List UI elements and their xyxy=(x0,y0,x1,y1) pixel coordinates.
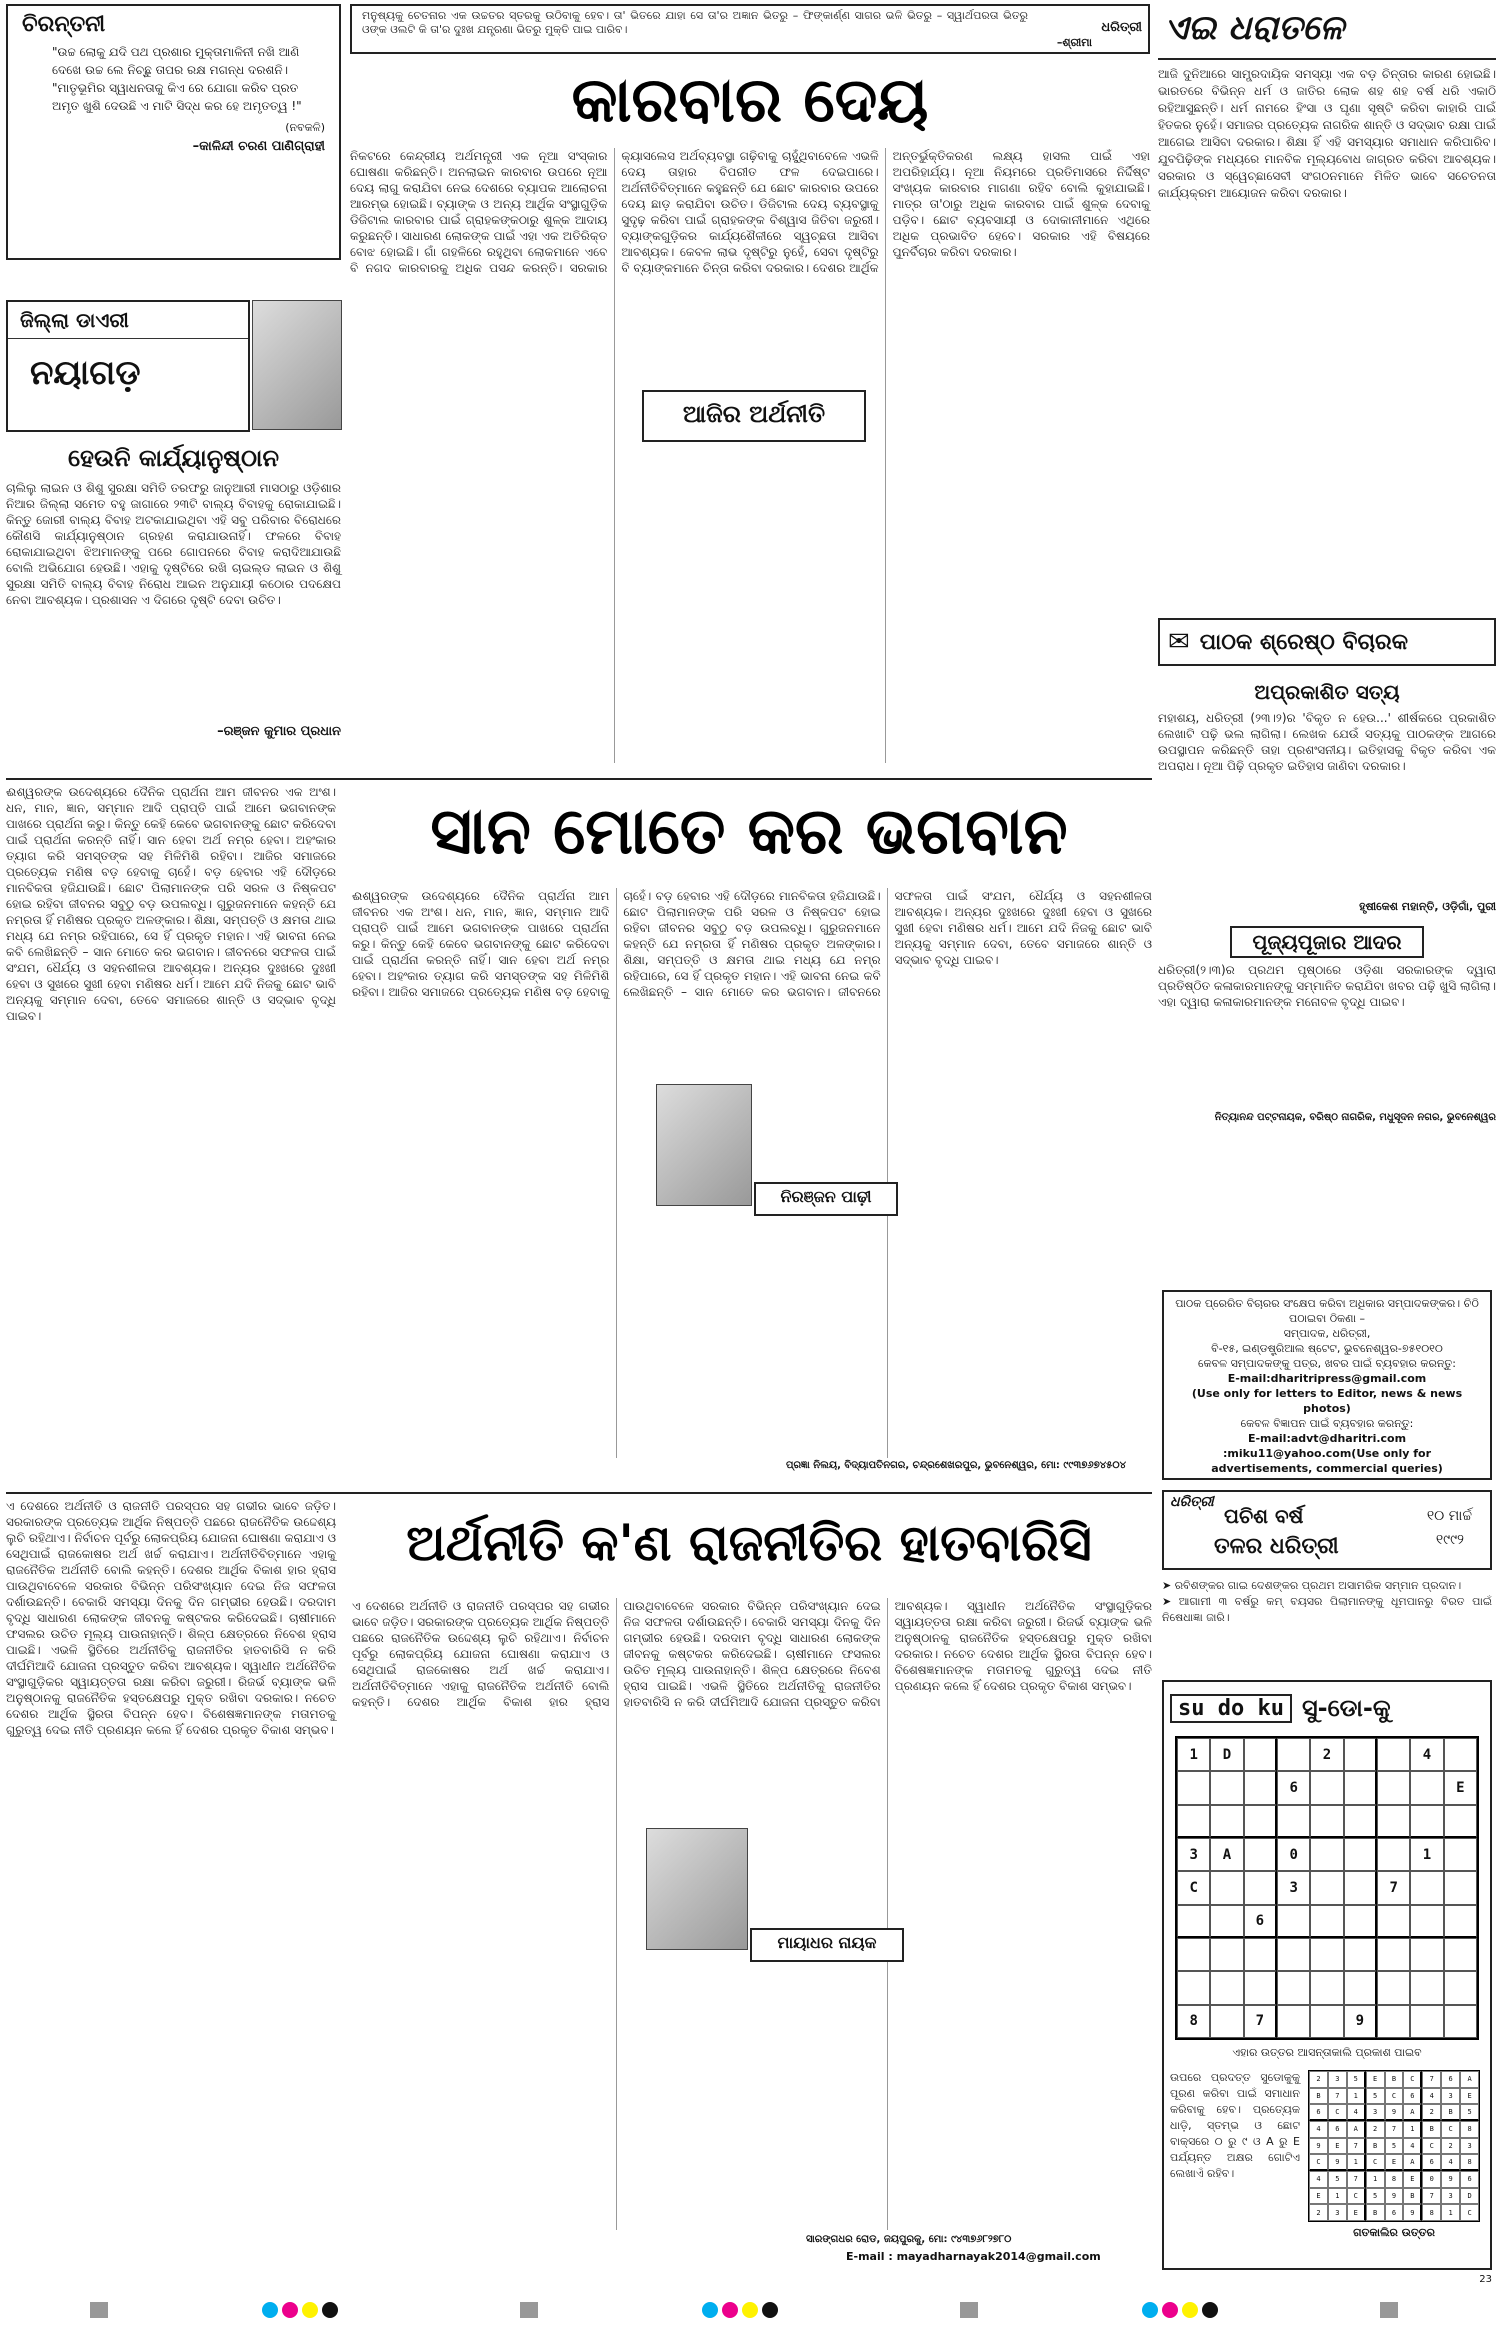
sudoku-cell[interactable] xyxy=(1344,1905,1377,1938)
sudoku-cell[interactable] xyxy=(1410,1905,1443,1938)
sudoku-cell[interactable] xyxy=(1344,1771,1377,1804)
article3 xyxy=(6,1498,1152,2270)
sudoku-cell[interactable] xyxy=(1310,1771,1343,1804)
author-photo-niranjan xyxy=(656,1084,752,1206)
sudoku-cell[interactable] xyxy=(1210,1805,1243,1838)
sudoku-cell[interactable] xyxy=(1310,1971,1343,2004)
sudoku-cell[interactable] xyxy=(1377,1805,1410,1838)
solution-cell: 3 xyxy=(1366,2104,1385,2121)
sudoku-title-box: su do ku xyxy=(1170,1694,1292,1723)
sudoku-cell[interactable] xyxy=(1277,1738,1310,1771)
solution-cell: 1 xyxy=(1403,2121,1422,2138)
solution-cell: 4 xyxy=(1403,2138,1422,2155)
solution-cell: A xyxy=(1403,2154,1422,2171)
article1-headline: କାରବାର ଦେୟ xyxy=(571,63,929,136)
article3-body-right: ଏ ଦେଶରେ ଅର୍ଥନୀତି ଓ ରାଜନୀତି ପରସ୍ପର ସହ ଗଭୀର ଭାବେ ଜଡ଼ିତ। ସରକାରଙ୍କ ପ୍ରତ୍ୟେକ ଆର୍ଥିକ ନିଷ୍ପତ୍ତି ପଛରେ ରାଜନୈତିକ ଉଦ୍ଦେଶ୍ୟ ଲୁଚି ରହିଥାଏ। ନିର୍ବାଚନ ପୂର୍ବରୁ ଲୋକପ୍ରିୟ ଯୋଜନା ଘୋଷଣା କରାଯାଏ ଓ ସେଥିପାଇଁ ରାଜକୋଷର ଅର୍ଥ ଖର୍ଚ୍ଚ କରାଯାଏ। ଅର୍ଥନୀତିବିତ୍‌ମାନେ ଏହାକୁ ରାଜନୈତିକ ଅର୍ଥନୀତି ବୋଲି କହନ୍ତି। ଦେଶର ଆର୍ଥିକ ବିକାଶ ହାର ହ୍ରାସ ପାଉଥିବାବେଳେ ସରକାର ବିଭିନ୍ନ ପରିସଂଖ୍ୟାନ ଦେଇ ନିଜ ସଫଳତା ଦର୍ଶାଉଛନ୍ତି। ବେକାରି ସମସ୍ୟା ଦିନକୁ ଦିନ ଗମ୍ଭୀର ହେଉଛି। ଦରଦାମ ବୃଦ୍ଧି ସାଧାରଣ ଲୋକଙ୍କ ଜୀବନକୁ କଷ୍ଟକର କରିଦେଇଛି। ଚାଷୀମାନେ ଫସଲର ଉଚିତ ମୂଲ୍ୟ ପାଉନାହାନ୍ତି। ଶିଳ୍ପ କ୍ଷେତ୍ରରେ ନିବେଶ ହ୍ରାସ ପାଇଛି। ଏଭଳି ସ୍ଥିତିରେ ଅର୍ଥନୀତିକୁ ରାଜନୀତିର ହାତବାରିସି ନ କରି ଦୀର୍ଘମିଆଦି ଯୋଜନା ପ୍ରସ୍ତୁତ କରିବା ଆବଶ୍ୟକ। ସ୍ୱାଧୀନ ଅର୍ଥନୈତିକ ସଂସ୍ଥାଗୁଡ଼ିକର ସ୍ୱାୟତ୍ତତା ରକ୍ଷା କରିବା ଜରୁରୀ। ରିଜର୍ଭ ବ୍ୟାଙ୍କ ଭଳି ଅନୁଷ୍ଠାନକୁ ରାଜନୈତିକ ହସ୍ତକ୍ଷେପରୁ ମୁକ୍ତ ରଖିବା ଦରକାର। ନଚେତ ଦେଶର ଆର୍ଥିକ ସ୍ଥିରତା ବିପନ୍ନ ହେବ। ବିଶେଷଜ୍ଞମାନଙ୍କ ମତାମତକୁ ଗୁରୁତ୍ୱ ଦେଇ ନୀତି ପ୍ରଣୟନ କଲେ ହିଁ ଦେଶର ପ୍ରକୃତ ବିକାଶ ସମ୍ଭବ। xyxy=(352,1599,1152,1709)
solution-cell: C xyxy=(1328,2104,1347,2121)
sudoku-cell[interactable] xyxy=(1310,2005,1343,2038)
solution-cell: 5 xyxy=(1385,2138,1404,2155)
solution-cell: 7 xyxy=(1328,2088,1347,2105)
solution-cell: 1 xyxy=(1366,2171,1385,2188)
footer-registration xyxy=(0,2274,1500,2330)
letter2-title xyxy=(1158,930,1496,954)
solution-cell: C xyxy=(1403,2071,1422,2088)
sudoku-yesterday-label: ଗତକାଲିର ଉତ୍ତର xyxy=(1353,2226,1435,2239)
flashback-item-1: ➤ ରବିଶଙ୍କର ଗାଇ ଦେଶଙ୍କର ପ୍ରଥମ ଅସାମରିକ ସମ୍ମାନ ପ୍ରଦାନ। xyxy=(1162,1579,1462,1592)
solution-cell: 0 xyxy=(1422,2171,1441,2188)
sudoku-cell[interactable] xyxy=(1310,1838,1343,1871)
solution-cell: A xyxy=(1347,2121,1366,2138)
solution-cell: 2 xyxy=(1309,2071,1328,2088)
sudoku-cell[interactable] xyxy=(1410,2005,1443,2038)
sudoku-cell[interactable] xyxy=(1277,1805,1310,1838)
solution-cell: 6 xyxy=(1422,2154,1441,2171)
contact-note4: କେବଳ ସମ୍ପାଦକଙ୍କୁ ପତ୍ର, ଖବର ପାଇଁ ବ୍ୟବହାର କରନ୍ତୁ: xyxy=(1198,1357,1456,1370)
solution-cell: 8 xyxy=(1422,2204,1441,2221)
solution-cell: 2 xyxy=(1422,2104,1441,2121)
divider-article2-top xyxy=(6,778,1152,780)
flashback-date-2: ୧୯୯୨ xyxy=(1435,1532,1464,1548)
letters-section xyxy=(1158,618,1496,1278)
solution-cell: B xyxy=(1385,2071,1404,2088)
sudoku-cell[interactable] xyxy=(1177,1771,1210,1804)
sudoku-cell[interactable]: D xyxy=(1210,1738,1243,1771)
sudoku-solution-grid xyxy=(1308,2070,1480,2222)
solution-cell: C xyxy=(1347,2188,1366,2205)
article3-email[interactable]: E-mail : mayadharnayak2014@gmail.com xyxy=(846,2250,1101,2263)
solution-cell: B xyxy=(1422,2121,1441,2138)
sudoku-cell[interactable] xyxy=(1277,2005,1310,2038)
registration-block xyxy=(520,2302,538,2318)
sudoku-cell[interactable] xyxy=(1344,1871,1377,1904)
solution-cell: 3 xyxy=(1328,2204,1347,2221)
sudoku-cell[interactable] xyxy=(1444,1938,1477,1971)
masthead-quote-box xyxy=(350,4,1150,54)
letter1-title: ଅପ୍ରକାଶିତ ସତ୍ୟ xyxy=(1254,680,1400,704)
solution-cell: 3 xyxy=(1441,2188,1460,2205)
chirantani-title: ଚିରନ୍ତନୀ xyxy=(22,12,106,37)
solution-cell: 6 xyxy=(1460,2171,1479,2188)
sudoku-cell[interactable] xyxy=(1277,1971,1310,2004)
district-diary-header xyxy=(6,300,250,432)
registration-block xyxy=(1380,2302,1398,2318)
sudoku-cell[interactable]: 2 xyxy=(1310,1738,1343,1771)
sudoku-cell[interactable] xyxy=(1377,1938,1410,1971)
letter1-author: ହୃଷୀକେଶ ମହାନ୍ତି, ଓଡ଼ିଗାଁ, ପୁରୀ xyxy=(1359,900,1496,913)
solution-cell: 5 xyxy=(1347,2071,1366,2088)
sudoku-instructions: ଉପରେ ପ୍ରଦତ୍ତ ସୁଡୋକୁକୁ ପୂରଣ କରିବା ପାଇଁ ସମାଧାନ କରିବାକୁ ହେବ। ପ୍ରତ୍ୟେକ ଧାଡ଼ି, ସ୍ତମ୍ଭ ଓ ଛୋଟ ବାକ୍ସରେ ୦ ରୁ ୯ ଓ A ରୁ E ପର୍ଯ୍ୟନ୍ତ ଅକ୍ଷର ଗୋଟିଏ ଲେଖାଏଁ ରହିବ। xyxy=(1170,2071,1300,2180)
article2-address: ପ୍ରଜ୍ଞା ନିଲୟ, ବିଦ୍ୟାପତିନଗର, ଚନ୍ଦ୍ରଶେଖରପୁର, ଭୁବନେଶ୍ୱର, ମୋ: ୯୯୩୭୬୭୪୫୦୪ xyxy=(786,1460,1127,1471)
flashback-title-1: ପଚିଶ ବର୍ଷ xyxy=(1224,1504,1304,1528)
sudoku-cell[interactable]: A xyxy=(1210,1838,1243,1871)
sudoku-cell[interactable] xyxy=(1244,1871,1277,1904)
solution-cell: D xyxy=(1460,2188,1479,2205)
sudoku-title xyxy=(1170,1688,1484,1728)
sudoku-cell[interactable] xyxy=(1244,1738,1277,1771)
sudoku-cell[interactable] xyxy=(1377,1905,1410,1938)
sudoku-cell[interactable]: 4 xyxy=(1410,1738,1443,1771)
solution-cell: E xyxy=(1385,2154,1404,2171)
solution-cell: 4 xyxy=(1309,2171,1328,2188)
article2 xyxy=(6,784,1152,1484)
sudoku-cell[interactable]: 3 xyxy=(1277,1871,1310,1904)
sudoku-cell[interactable]: 8 xyxy=(1177,2005,1210,2038)
solution-cell: C xyxy=(1422,2138,1441,2155)
solution-cell: B xyxy=(1441,2104,1460,2121)
sudoku-cell[interactable] xyxy=(1444,1905,1477,1938)
sudoku-cell[interactable] xyxy=(1410,1938,1443,1971)
masthead-quote: ମନୁଷ୍ୟକୁ ଚେତନାର ଏକ ଉଚ୍ଚତର ସ୍ତରକୁ ଉଠିବାକୁ ହେବ। ତା' ଭିତରେ ଯାହା ସେ ତା'ର ଅଜ୍ଞାନ ଭିତରୁ – ଫିଙ୍କାର୍ଣ୍ଣ ସାଗର ଭଳି ଭିତରୁ – ସ୍ୱାର୍ଥପରତା ଭିତରୁ ଓଙ୍କ ଓଲଟି କି ତା'ର ଦୁଃଖ ଯନ୍ତ୍ରଣା ଭିତରୁ ମୁକ୍ତି ପାଇ ପାରିବ। xyxy=(362,9,1028,36)
sudoku-cell[interactable] xyxy=(1377,2005,1410,2038)
letter1-body: ମହାଶୟ, ଧରିତ୍ରୀ (୨୩।୨)ର 'ବିକୃତ ନ ହେଉ...' ଶୀର୍ଷକରେ ପ୍ରକାଶିତ ଲେଖାଟି ପଢ଼ି ଭଲ ଲାଗିଲା। ଲେଖକ ଯେଉଁ ସତ୍ୟକୁ ପାଠକଙ୍କ ଆଗରେ ଉପସ୍ଥାପନ କରିଛନ୍ତି ତାହା ପ୍ରଶଂସନୀୟ। ଇତିହାସକୁ ବିକୃତ କରିବା ଏକ ଅପରାଧ। ନୂଆ ପିଢ଼ି ପ୍ରକୃତ ଇତିହାସ ଜାଣିବା ଦରକାର। xyxy=(1158,711,1496,773)
sudoku-cell[interactable] xyxy=(1277,1938,1310,1971)
solution-cell: 6 xyxy=(1403,2088,1422,2105)
solution-cell: 4 xyxy=(1309,2121,1328,2138)
sudoku-cell[interactable] xyxy=(1344,1971,1377,2004)
sudoku-cell[interactable] xyxy=(1410,1771,1443,1804)
solution-cell: E xyxy=(1403,2171,1422,2188)
sudoku-cell[interactable] xyxy=(1210,1938,1243,1971)
solution-cell: 7 xyxy=(1422,2071,1441,2088)
article3-body-left: ଏ ଦେଶରେ ଅର୍ଥନୀତି ଓ ରାଜନୀତି ପରସ୍ପର ସହ ଗଭୀର ଭାବେ ଜଡ଼ିତ। ସରକାରଙ୍କ ପ୍ରତ୍ୟେକ ଆର୍ଥିକ ନିଷ୍ପତ୍ତି ପଛରେ ରାଜନୈତିକ ଉଦ୍ଦେଶ୍ୟ ଲୁଚି ରହିଥାଏ। ନିର୍ବାଚନ ପୂର୍ବରୁ ଲୋକପ୍ରିୟ ଯୋଜନା ଘୋଷଣା କରାଯାଏ ଓ ସେଥିପାଇଁ ରାଜକୋଷର ଅର୍ଥ ଖର୍ଚ୍ଚ କରାଯାଏ। ଅର୍ଥନୀତିବିତ୍‌ମାନେ ଏହାକୁ ରାଜନୈତିକ ଅର୍ଥନୀତି ବୋଲି କହନ୍ତି। ଦେଶର ଆର୍ଥିକ ବିକାଶ ହାର ହ୍ରାସ ପାଉଥିବାବେଳେ ସରକାର ବିଭିନ୍ନ ପରିସଂଖ୍ୟାନ ଦେଇ ନିଜ ସଫଳତା ଦର୍ଶାଉଛନ୍ତି। ବେକାରି ସମସ୍ୟା ଦିନକୁ ଦିନ ଗମ୍ଭୀର ହେଉଛି। ଦରଦାମ ବୃଦ୍ଧି ସାଧାରଣ ଲୋକଙ୍କ ଜୀବନକୁ କଷ୍ଟକର କରିଦେଇଛି। ଚାଷୀମାନେ ଫସଲର ଉଚିତ ମୂଲ୍ୟ ପାଉନାହାନ୍ତି। ଶିଳ୍ପ କ୍ଷେତ୍ରରେ ନିବେଶ ହ୍ରାସ ପାଇଛି। ଏଭଳି ସ୍ଥିତିରେ ଅର୍ଥନୀତିକୁ ରାଜନୀତିର ହାତବାରିସି ନ କରି ଦୀର୍ଘମିଆଦି ଯୋଜନା ପ୍ରସ୍ତୁତ କରିବା ଆବଶ୍ୟକ। ସ୍ୱାଧୀନ ଅର୍ଥନୈତିକ ସଂସ୍ଥାଗୁଡ଼ିକର ସ୍ୱାୟତ୍ତତା ରକ୍ଷା କରିବା ଜରୁରୀ। ରିଜର୍ଭ ବ୍ୟାଙ୍କ ଭଳି ଅନୁଷ୍ଠାନକୁ ରାଜନୈତିକ ହସ୍ତକ୍ଷେପରୁ ମୁକ୍ତ ରଖିବା ଦରକାର। ନଚେତ ଦେଶର ଆର୍ଥିକ ସ୍ଥିରତା ବିପନ୍ନ ହେବ। ବିଶେଷଜ୍ଞମାନଙ୍କ ମତାମତକୁ ଗୁରୁତ୍ୱ ଦେଇ ନୀତି ପ୍ରଣୟନ କଲେ ହିଁ ଦେଶର ପ୍ରକୃତ ବିକାଶ ସମ୍ଭବ। xyxy=(6,1499,336,1737)
solution-cell: 3 xyxy=(1328,2071,1347,2088)
solution-cell: B xyxy=(1309,2088,1328,2105)
sudoku-cell[interactable] xyxy=(1344,1838,1377,1871)
registration-marks xyxy=(1140,2302,1220,2322)
district-diary xyxy=(6,300,341,760)
solution-cell: 7 xyxy=(1422,2188,1441,2205)
solution-cell: 6 xyxy=(1385,2204,1404,2221)
contact-email1[interactable]: E-mail:dharitripress@gmail.com xyxy=(1227,1372,1427,1385)
sudoku-cell[interactable] xyxy=(1177,1938,1210,1971)
letter2-author: ନିତ୍ୟାନନ୍ଦ ପଟ୍ଟନାୟକ, ବରିଷ୍ଠ ନାଗରିକ, ମଧୁସୂଦନ ନଗର, ଭୁବନେଶ୍ୱର xyxy=(1214,1112,1496,1123)
chirantani-box xyxy=(6,4,341,260)
sudoku-cell[interactable] xyxy=(1244,1805,1277,1838)
article2-body-right: ଈଶ୍ୱରଙ୍କ ଉଦେଶ୍ୟରେ ଦୈନିକ ପ୍ରାର୍ଥନା ଆମ ଜୀବନର ଏକ ଅଂଶ। ଧନ, ମାନ, ଜ୍ଞାନ, ସମ୍ମାନ ଆଦି ପ୍ରାପ୍ତି ପାଇଁ ଆମେ ଭଗବାନଙ୍କ ପାଖରେ ପ୍ରାର୍ଥନା କରୁ। କିନ୍ତୁ କେହି କେବେ ଭଗବାନଙ୍କୁ ଛୋଟ କରିଦେବା ପାଇଁ ପ୍ରାର୍ଥନା କରନ୍ତି ନାହିଁ। ସାନ ହେବା ଅର୍ଥ ନମ୍ର ହେବା। ଅହଂକାର ତ୍ୟାଗ କରି ସମସ୍ତଙ୍କ ସହ ମିଳିମିଶି ରହିବା। ଆଜିର ସମାଜରେ ପ୍ରତ୍ୟେକ ମଣିଷ ବଡ଼ ହେବାକୁ ଚାହେଁ। ବଡ଼ ହେବାର ଏହି ଦୌଡ଼ରେ ମାନବିକତା ହଜିଯାଉଛି। ଛୋଟ ପିଲାମାନଙ୍କ ପରି ସରଳ ଓ ନିଷ୍କପଟ ହୋଇ ରହିବା ଜୀବନର ସବୁଠୁ ବଡ଼ ଉପଲବ୍ଧି। ଗୁରୁଜନମାନେ କହନ୍ତି ଯେ ନମ୍ରତା ହିଁ ମଣିଷର ପ୍ରକୃତ ଅଳଙ୍କାର। ଶିକ୍ଷା, ସମ୍ପତ୍ତି ଓ କ୍ଷମତା ଥାଇ ମଧ୍ୟ ଯେ ନମ୍ର ରହିପାରେ, ସେ ହିଁ ପ୍ରକୃତ ମହାନ। ଏହି ଭାବନା ନେଇ କବି ଲେଖିଛନ୍ତି – ସାନ ମୋତେ କର ଭଗବାନ। ଜୀବନରେ ସଫଳତା ପାଇଁ ସଂଯମ, ଧୈର୍ଯ୍ୟ ଓ ସହନଶୀଳତା ଆବଶ୍ୟକ। ଅନ୍ୟର ଦୁଃଖରେ ଦୁଃଖୀ ହେବା ଓ ସୁଖରେ ସୁଖୀ ହେବା ମଣିଷର ଧର୍ମ। ଆମେ ଯଦି ନିଜକୁ ଛୋଟ ଭାବି ଅନ୍ୟକୁ ସମ୍ମାନ ଦେବା, ତେବେ ସମାଜରେ ଶାନ୍ତି ଓ ସଦ୍ଭାବ ବୃଦ୍ଧି ପାଇବ। xyxy=(352,889,1152,999)
sudoku-cell[interactable] xyxy=(1444,1971,1477,2004)
registration-block xyxy=(960,2302,978,2318)
solution-cell: 3 xyxy=(1460,2138,1479,2155)
sudoku-cell[interactable]: 6 xyxy=(1277,1771,1310,1804)
solution-cell: 8 xyxy=(1385,2171,1404,2188)
registration-marks xyxy=(260,2302,340,2322)
article1-body: ନିକଟରେ କେନ୍ଦ୍ରୀୟ ଅର୍ଥମନ୍ତ୍ରୀ ଏକ ନୂଆ ସଂସ୍କାର ଘୋଷଣା କରିଛନ୍ତି। ଅନଲାଇନ କାରବାର ଉପରେ ନୂଆ ଦେୟ ଲାଗୁ କରାଯିବା ନେଇ ଦେଶରେ ବ୍ୟାପକ ଆଲୋଚନା ଆରମ୍ଭ ହୋଇଛି। ବ୍ୟାଙ୍କ ଓ ଅନ୍ୟ ଆର୍ଥିକ ସଂସ୍ଥାଗୁଡ଼ିକ ଡିଜିଟାଲ କାରବାର ପାଇଁ ଗ୍ରାହକଙ୍କଠାରୁ ଶୁଳ୍କ ଆଦାୟ କରୁଛନ୍ତି। ସାଧାରଣ ଲୋକଙ୍କ ପାଇଁ ଏହା ଏକ ଅତିରିକ୍ତ ବୋଝ ହୋଇଛି। ଗାଁ ଗହଳିରେ ରହୁଥିବା ଲୋକମାନେ ଏବେ ବି ନଗଦ କାରବାରକୁ ଅଧିକ ପସନ୍ଦ କରନ୍ତି। ସରକାର କ୍ୟାସଲେସ ଅର୍ଥବ୍ୟବସ୍ଥା ଗଢ଼ିବାକୁ ଚାହୁଁଥିବାବେଳେ ଏଭଳି ଦେୟ ତାହାର ବିପରୀତ ଫଳ ଦେଇପାରେ। ଅର୍ଥନୀତିବିତ୍‌ମାନେ କହୁଛନ୍ତି ଯେ ଛୋଟ କାରବାର ଉପରେ ଦେୟ ଛାଡ଼ କରାଯିବା ଉଚିତ। ଡିଜିଟାଲ ଦେୟ ବ୍ୟବସ୍ଥାକୁ ସୁଦୃଢ଼ କରିବା ପାଇଁ ଗ୍ରାହକଙ୍କ ବିଶ୍ୱାସ ଜିତିବା ଜରୁରୀ। ବ୍ୟାଙ୍କଗୁଡ଼ିକର କାର୍ଯ୍ୟଶୈଳୀରେ ସ୍ୱଚ୍ଛତା ଆସିବା ଆବଶ୍ୟକ। କେବଳ ଲାଭ ଦୃଷ୍ଟିରୁ ନୁହେଁ, ସେବା ଦୃଷ୍ଟିରୁ ବି ବ୍ୟାଙ୍କମାନେ ଚିନ୍ତା କରିବା ଦରକାର। ଦେଶର ଆର୍ଥିକ ଅନ୍ତର୍ଭୁକ୍ତିକରଣ ଲକ୍ଷ୍ୟ ହାସଲ ପାଇଁ ଏହା ଅପରିହାର୍ଯ୍ୟ। ନୂଆ ନିୟମରେ ପ୍ରତିମାସରେ ନିର୍ଦ୍ଦିଷ୍ଟ ସଂଖ୍ୟକ କାରବାର ମାଗଣା ରହିବ ବୋଲି କୁହାଯାଇଛି। ମାତ୍ର ତା'ଠାରୁ ଅଧିକ କାରବାର ପାଇଁ ଶୁଳ୍କ ଦେବାକୁ ପଡ଼ିବ। ଛୋଟ ବ୍ୟବସାୟୀ ଓ ଦୋକାନୀମାନେ ଏଥିରେ ଅଧିକ ପ୍ରଭାବିତ ହେବେ। ସରକାର ଏହି ବିଷୟରେ ପୁନର୍ବିଚାର କରିବା ଦରକାର। xyxy=(350,149,1150,275)
sudoku-cell[interactable] xyxy=(1344,1805,1377,1838)
sudoku-cell[interactable] xyxy=(1410,1805,1443,1838)
solution-cell: 1 xyxy=(1347,2088,1366,2105)
contact-email1-note: (Use only for letters to Editor, news & news photos) xyxy=(1191,1387,1463,1415)
sudoku-cell[interactable] xyxy=(1377,1838,1410,1871)
sudoku-cell[interactable] xyxy=(1310,1905,1343,1938)
district-diary-label: ଜିଲ୍ଲା ଡାଏରୀ xyxy=(8,302,248,339)
envelope-icon: ✉ xyxy=(1168,627,1190,657)
solution-cell: 9 xyxy=(1385,2104,1404,2121)
sudoku-cell[interactable] xyxy=(1377,1738,1410,1771)
solution-cell: 9 xyxy=(1385,2188,1404,2205)
solution-cell: E xyxy=(1460,2088,1479,2105)
contact-address: ବି-୧୫, ଇଣ୍ଡଷ୍ଟ୍ରିଆଲ ଷ୍ଟେଟ, ଭୁବନେଶ୍ୱର-୭୫୧୦୧୦ xyxy=(1211,1342,1443,1355)
sudoku-cell[interactable]: 3 xyxy=(1177,1838,1210,1871)
sudoku-cell[interactable]: 0 xyxy=(1277,1838,1310,1871)
solution-cell: 9 xyxy=(1441,2171,1460,2188)
sudoku-cell[interactable]: 1 xyxy=(1177,1738,1210,1771)
samachar-intro: ଆଜି ଦୁନିଆରେ ସାମ୍ପ୍ରଦାୟିକ ସମସ୍ୟା ଏକ ବଡ଼ ଚିନ୍ତାର କାରଣ ହୋଇଛି। ଭାରତରେ ବିଭିନ୍ନ ଧର୍ମ ଓ ଜାତିର ଲୋକ ଶହ ଶହ ବର୍ଷ ଧରି ଏକାଠି ରହିଆସୁଛନ୍ତି। ଧର୍ମ ନାମରେ ହିଂସା ଓ ଘୃଣା ସୃଷ୍ଟି କରିବା କାହାରି ପାଇଁ ହିତକର ନୁହେଁ। ସମାଜର ପ୍ରତ୍ୟେକ ନାଗରିକ ଶାନ୍ତି ଓ ସଦ୍ଭାବ ରକ୍ଷା ପାଇଁ ଆଗେଇ ଆସିବା ଦରକାର। ଶିକ୍ଷା ହିଁ ଏହି ସମସ୍ୟାର ସମାଧାନ କରିପାରିବ। ଯୁବପିଢ଼ିଙ୍କ ମଧ୍ୟରେ ମାନବିକ ମୂଲ୍ୟବୋଧ ଜାଗ୍ରତ କରିବା ଆବଶ୍ୟକ। ସରକାର ଓ ସ୍ୱେଚ୍ଛାସେବୀ ସଂଗଠନମାନେ ମିଳିତ ଭାବେ ସଚେତନତା କାର୍ଯ୍ୟକ୍ରମ ଆୟୋଜନ କରିବା ଦରକାର। xyxy=(1158,67,1496,200)
contact-email3[interactable]: :miku11@yahoo.com(Use only for xyxy=(1222,1447,1432,1460)
solution-cell: 9 xyxy=(1403,2204,1422,2221)
sudoku-cell[interactable]: 1 xyxy=(1410,1838,1443,1871)
sudoku-cell[interactable] xyxy=(1244,1938,1277,1971)
sudoku-cell[interactable] xyxy=(1310,1938,1343,1971)
flashback-section xyxy=(1162,1490,1492,1660)
district-diary-headline: ହେଉନି କାର୍ଯ୍ୟାନୁଷ୍ଠାନ xyxy=(67,444,280,472)
samachar-section xyxy=(1158,4,1496,614)
solution-cell: 9 xyxy=(1309,2138,1328,2155)
solution-cell: 6 xyxy=(1441,2071,1460,2088)
solution-cell: 2 xyxy=(1441,2138,1460,2155)
flashback-item-2: ➤ ଆଗାମୀ ୩ ବର୍ଷରୁ କମ୍ ବୟସର ପିଲାମାନଙ୍କୁ ଧୂମପାନରୁ ବିରତ ପାଇଁ ନିଷେଧାଜ୍ଞା ଜାରି। xyxy=(1162,1595,1492,1624)
chirantani-attribution: (ନବକଳି) xyxy=(285,121,325,134)
solution-cell: 2 xyxy=(1309,2204,1328,2221)
solution-cell: C xyxy=(1441,2121,1460,2138)
registration-marks xyxy=(700,2302,780,2322)
sudoku-cell[interactable] xyxy=(1444,1838,1477,1871)
sudoku-cell[interactable]: 9 xyxy=(1344,2005,1377,2038)
sudoku-cell[interactable] xyxy=(1277,1905,1310,1938)
temple-photo xyxy=(252,300,342,430)
solution-cell: 5 xyxy=(1366,2188,1385,2205)
solution-cell: 6 xyxy=(1328,2121,1347,2138)
solution-cell: B xyxy=(1366,2204,1385,2221)
sudoku-cell[interactable] xyxy=(1377,1771,1410,1804)
sudoku-cell[interactable] xyxy=(1444,2005,1477,2038)
solution-cell: C xyxy=(1385,2088,1404,2105)
samachar-logo: ଏଇ ଧରାତଳେ xyxy=(1158,4,1496,60)
masthead-brand: ଧରିତ୍ରୀ xyxy=(1101,20,1142,35)
sudoku-cell[interactable] xyxy=(1344,1938,1377,1971)
letter2-title-text: ପୂଜ୍ୟପୂଜାର ଆଦର xyxy=(1230,926,1423,958)
article1 xyxy=(350,60,1150,775)
solution-cell: 7 xyxy=(1347,2171,1366,2188)
sudoku-answer-note: ଏହାର ଉତ୍ତର ଆସନ୍ତାକାଲି ପ୍ରକାଶ ପାଇବ xyxy=(1232,2046,1422,2059)
solution-cell: C xyxy=(1309,2154,1328,2171)
solution-cell: 8 xyxy=(1460,2121,1479,2138)
solution-cell: 5 xyxy=(1328,2171,1347,2188)
sudoku-title-odia: ସୁ-ଡୋ-କୁ xyxy=(1301,1694,1391,1722)
masthead-quote-author: –ଶ୍ରୀମା xyxy=(1056,36,1092,49)
sudoku-cell[interactable] xyxy=(1444,1871,1477,1904)
solution-cell: 1 xyxy=(1328,2188,1347,2205)
letter2-body: ଧରିତ୍ରୀ(୨।୩)ର ପ୍ରଥମ ପୃଷ୍ଠାରେ ଓଡ଼ିଶା ସରକାରଙ୍କ ଦ୍ୱାରା ପ୍ରତିଷ୍ଠିତ କଳାକାରମାନଙ୍କୁ ସମ୍ମାନିତ କରାଯିବା ଖବର ପଢ଼ି ଖୁସି ଲାଗିଲା। ଏହା ଦ୍ୱାରା କଳାକାରମାନଙ୍କ ମନୋବଳ ବୃଦ୍ଧି ପାଇବ। xyxy=(1158,963,1496,1009)
flashback-brand: ଧରିତ୍ରୀ xyxy=(1170,1494,1214,1510)
solution-cell: B xyxy=(1366,2138,1385,2155)
article1-column-label: ଆଜିର ଅର୍ଥନୀତି xyxy=(642,390,866,442)
solution-cell: 4 xyxy=(1422,2088,1441,2105)
sudoku-cell[interactable]: 7 xyxy=(1377,1871,1410,1904)
sudoku-cell[interactable] xyxy=(1310,1805,1343,1838)
solution-cell: E xyxy=(1347,2204,1366,2221)
sudoku-cell[interactable] xyxy=(1210,1971,1243,2004)
flashback-banner xyxy=(1162,1490,1492,1570)
sudoku-cell[interactable]: E xyxy=(1444,1771,1477,1804)
author-photo-mayadhar xyxy=(646,1828,748,1950)
contact-email3-note: advertisements, commercial queries) xyxy=(1211,1462,1443,1475)
solution-cell: 3 xyxy=(1441,2088,1460,2105)
solution-cell: 9 xyxy=(1328,2154,1347,2171)
sudoku-cell[interactable]: 7 xyxy=(1244,2005,1277,2038)
article2-headline: ସାନ ମୋତେ କର ଭଗବାନ xyxy=(430,795,1068,869)
sudoku-section xyxy=(1162,1680,1492,2270)
sudoku-cell[interactable] xyxy=(1210,2005,1243,2038)
solution-cell: 7 xyxy=(1347,2138,1366,2155)
sudoku-cell[interactable]: 6 xyxy=(1244,1905,1277,1938)
contact-email2[interactable]: E-mail:advt@dharitri.com xyxy=(1247,1432,1407,1445)
sudoku-cell[interactable] xyxy=(1310,1871,1343,1904)
sudoku-cell[interactable] xyxy=(1177,1805,1210,1838)
letters-banner-title: ପାଠକ ଶ୍ରେଷ୍ଠ ବିଚାରକ xyxy=(1199,629,1408,655)
solution-cell: 5 xyxy=(1366,2088,1385,2105)
sudoku-cell[interactable] xyxy=(1410,1871,1443,1904)
solution-cell: 8 xyxy=(1460,2154,1479,2171)
sudoku-cell[interactable] xyxy=(1210,1771,1243,1804)
contact-note5: କେବଳ ବିଜ୍ଞାପନ ପାଇଁ ବ୍ୟବହାର କରନ୍ତୁ: xyxy=(1240,1417,1414,1430)
solution-cell: 4 xyxy=(1347,2104,1366,2121)
solution-cell: E xyxy=(1309,2188,1328,2205)
flashback-date-1: ୧୦ ମାର୍ଚ୍ଚ xyxy=(1426,1508,1472,1524)
registration-block xyxy=(90,2302,108,2318)
solution-cell: A xyxy=(1460,2071,1479,2088)
solution-cell: C xyxy=(1460,2204,1479,2221)
sudoku-cell[interactable] xyxy=(1244,1838,1277,1871)
solution-cell: 7 xyxy=(1385,2121,1404,2138)
sudoku-grid[interactable] xyxy=(1175,1736,1479,2040)
sudoku-bottom xyxy=(1170,2070,1484,2240)
chirantani-author: –କାଳିନ୍ଦୀ ଚରଣ ପାଣିଗ୍ରାହୀ xyxy=(192,139,325,154)
solution-cell: 1 xyxy=(1441,2204,1460,2221)
sudoku-cell[interactable] xyxy=(1210,1905,1243,1938)
sudoku-cell[interactable] xyxy=(1210,1871,1243,1904)
district-name: ନୟାଗଡ଼ xyxy=(30,353,141,393)
solution-cell: 2 xyxy=(1366,2121,1385,2138)
solution-cell: 4 xyxy=(1441,2154,1460,2171)
contact-editor: ସମ୍ପାଦକ, ଧରିତ୍ରୀ, xyxy=(1283,1327,1371,1340)
sudoku-cell[interactable] xyxy=(1444,1738,1477,1771)
article3-author: ମାୟାଧର ନାୟକ xyxy=(750,1928,904,1962)
divider-article3-top xyxy=(6,1492,1152,1494)
page-number: 23 xyxy=(1479,2274,1492,2285)
solution-cell: A xyxy=(1403,2104,1422,2121)
sudoku-cell[interactable] xyxy=(1177,1905,1210,1938)
flashback-title-2: ତଳର ଧରିତ୍ରୀ xyxy=(1214,1534,1339,1559)
solution-cell: B xyxy=(1403,2188,1422,2205)
solution-cell: 5 xyxy=(1460,2104,1479,2121)
district-diary-author: –ରଞ୍ଜନ କୁମାର ପ୍ରଧାନ xyxy=(217,724,341,739)
sudoku-cell[interactable] xyxy=(1344,1738,1377,1771)
sudoku-cell[interactable] xyxy=(1244,1771,1277,1804)
sudoku-cell[interactable] xyxy=(1244,1971,1277,2004)
letters-banner xyxy=(1158,618,1496,666)
article2-body-left: ଈଶ୍ୱରଙ୍କ ଉଦେଶ୍ୟରେ ଦୈନିକ ପ୍ରାର୍ଥନା ଆମ ଜୀବନର ଏକ ଅଂଶ। ଧନ, ମାନ, ଜ୍ଞାନ, ସମ୍ମାନ ଆଦି ପ୍ରାପ୍ତି ପାଇଁ ଆମେ ଭଗବାନଙ୍କ ପାଖରେ ପ୍ରାର୍ଥନା କରୁ। କିନ୍ତୁ କେହି କେବେ ଭଗବାନଙ୍କୁ ଛୋଟ କରିଦେବା ପାଇଁ ପ୍ରାର୍ଥନା କରନ୍ତି ନାହିଁ। ସାନ ହେବା ଅର୍ଥ ନମ୍ର ହେବା। ଅହଂକାର ତ୍ୟାଗ କରି ସମସ୍ତଙ୍କ ସହ ମିଳିମିଶି ରହିବା। ଆଜିର ସମାଜରେ ପ୍ରତ୍ୟେକ ମଣିଷ ବଡ଼ ହେବାକୁ ଚାହେଁ। ବଡ଼ ହେବାର ଏହି ଦୌଡ଼ରେ ମାନବିକତା ହଜିଯାଉଛି। ଛୋଟ ପିଲାମାନଙ୍କ ପରି ସରଳ ଓ ନିଷ୍କପଟ ହୋଇ ରହିବା ଜୀବନର ସବୁଠୁ ବଡ଼ ଉପଲବ୍ଧି। ଗୁରୁଜନମାନେ କହନ୍ତି ଯେ ନମ୍ରତା ହିଁ ମଣିଷର ପ୍ରକୃତ ଅଳଙ୍କାର। ଶିକ୍ଷା, ସମ୍ପତ୍ତି ଓ କ୍ଷମତା ଥାଇ ମଧ୍ୟ ଯେ ନମ୍ର ରହିପାରେ, ସେ ହିଁ ପ୍ରକୃତ ମହାନ। ଏହି ଭାବନା ନେଇ କବି ଲେଖିଛନ୍ତି – ସାନ ମୋତେ କର ଭଗବାନ। ଜୀବନରେ ସଫଳତା ପାଇଁ ସଂଯମ, ଧୈର୍ଯ୍ୟ ଓ ସହନଶୀଳତା ଆବଶ୍ୟକ। ଅନ୍ୟର ଦୁଃଖରେ ଦୁଃଖୀ ହେବା ଓ ସୁଖରେ ସୁଖୀ ହେବା ମଣିଷର ଧର୍ମ। ଆମେ ଯଦି ନିଜକୁ ଛୋଟ ଭାବି ଅନ୍ୟକୁ ସମ୍ମାନ ଦେବା, ତେବେ ସମାଜରେ ଶାନ୍ତି ଓ ସଦ୍ଭାବ ବୃଦ୍ଧି ପାଇବ। xyxy=(6,785,336,1023)
sudoku-cell[interactable] xyxy=(1177,1971,1210,2004)
sudoku-cell[interactable] xyxy=(1377,1971,1410,2004)
chirantani-poem: "ଉଚ୍ଚ ଲୋକୁ ଯଦି ପଥ ପ୍ରଶାର ମୁକ୍ତାମାଳିନୀ ନଖି ଆଣି ଦେଖେ ଉଚ୍ଚ ଲେ ନିଚ୍ଛୁ ତାପର ରକ୍ଷ ମଗନ୍ଧ ଦରଶନି। "ମାତୃଭୂମିର ସ୍ୱାଧନତାକୁ କିଏ ରେ ଯୋଗା କରିବ ପ୍ରତ ଅମୃତ ଖୁଶି ଦେଉଛି ଏ ମାଟି ସିଦ୍ଧ କର ହେ ଅମୃତତ୍ୱ !" xyxy=(52,45,302,113)
sudoku-cell[interactable] xyxy=(1444,1805,1477,1838)
article3-address: ସାରଙ୍ଗଧର ରୋଡ, ଜୟପୁରକୁ, ମୋ: ୯୪୩୭୬୮୨୭୮୦ xyxy=(806,2234,1012,2245)
solution-cell: 1 xyxy=(1347,2154,1366,2171)
letters-contact-box xyxy=(1162,1290,1492,1480)
sudoku-cell[interactable] xyxy=(1410,1971,1443,2004)
contact-note: ପାଠକ ପ୍ରେରିତ ବିଚାରର ସଂକ୍ଷେପ କରିବା ଅଧିକାର ସମ୍ପାଦକଙ୍କର। ଚିଠି ପଠାଇବା ଠିକଣା – xyxy=(1175,1297,1479,1325)
solution-cell: 6 xyxy=(1309,2104,1328,2121)
solution-cell: E xyxy=(1366,2071,1385,2088)
solution-cell: E xyxy=(1328,2138,1347,2155)
sudoku-cell[interactable]: C xyxy=(1177,1871,1210,1904)
district-diary-body: ଚାଲିଲୁ ଲାଇନ ଓ ଶିଶୁ ସୁରକ୍ଷା ସମିତି ତରଫରୁ ଜାନୁଆରୀ ମାସଠାରୁ ଓଡ଼ିଶାର ନିଆର ଜିଲ୍ଲା ସମେତ ବହୁ ଜାଗାରେ ୨୩ଟି ବାଲ୍ୟ ବିବାହକୁ ରୋକାଯାଇଛି। କିନ୍ତୁ ଜୋରୀ ବାଲ୍ୟ ବିବାହ ଅଟକାଯାଇଥିବା ଏହି ସବୁ ପରିବାର ବିରୋଧରେ କୌଣସି କାର୍ଯ୍ୟାନୁଷ୍ଠାନ ଗ୍ରହଣ କରାଯାଉନାହିଁ। ଫଳରେ ବିବାହ ରୋକାଯାଇଥିବା ଝିଅମାନଙ୍କୁ ପରେ ଗୋପନରେ ବିବାହ କରାଦିଆଯାଉଛି ବୋଲି ଅଭିଯୋଗ ହେଉଛି। ଏହାକୁ ଦୃଷ୍ଟିରେ ରଖି ଚାଇଲ୍ଡ ଲାଇନ ଓ ଶିଶୁ ସୁରକ୍ଷା ସମିତି ବାଲ୍ୟ ବିବାହ ନିରୋଧ ଆଇନ ଅନୁଯାୟୀ କଠୋର ପଦକ୍ଷେପ ନେବା ଆବଶ୍ୟକ। ପ୍ରଶାସନ ଏ ଦିଗରେ ଦୃଷ୍ଟି ଦେବା ଉଚିତ। xyxy=(6,481,341,607)
solution-cell: C xyxy=(1366,2154,1385,2171)
article3-headline: ଅର୍ଥନୀତି କ'ଣ ରାଜନୀତିର ହାତବାରିସି xyxy=(406,1514,1092,1572)
article2-author: ନିରଞ୍ଜନ ପାଢ଼ୀ xyxy=(754,1182,898,1216)
